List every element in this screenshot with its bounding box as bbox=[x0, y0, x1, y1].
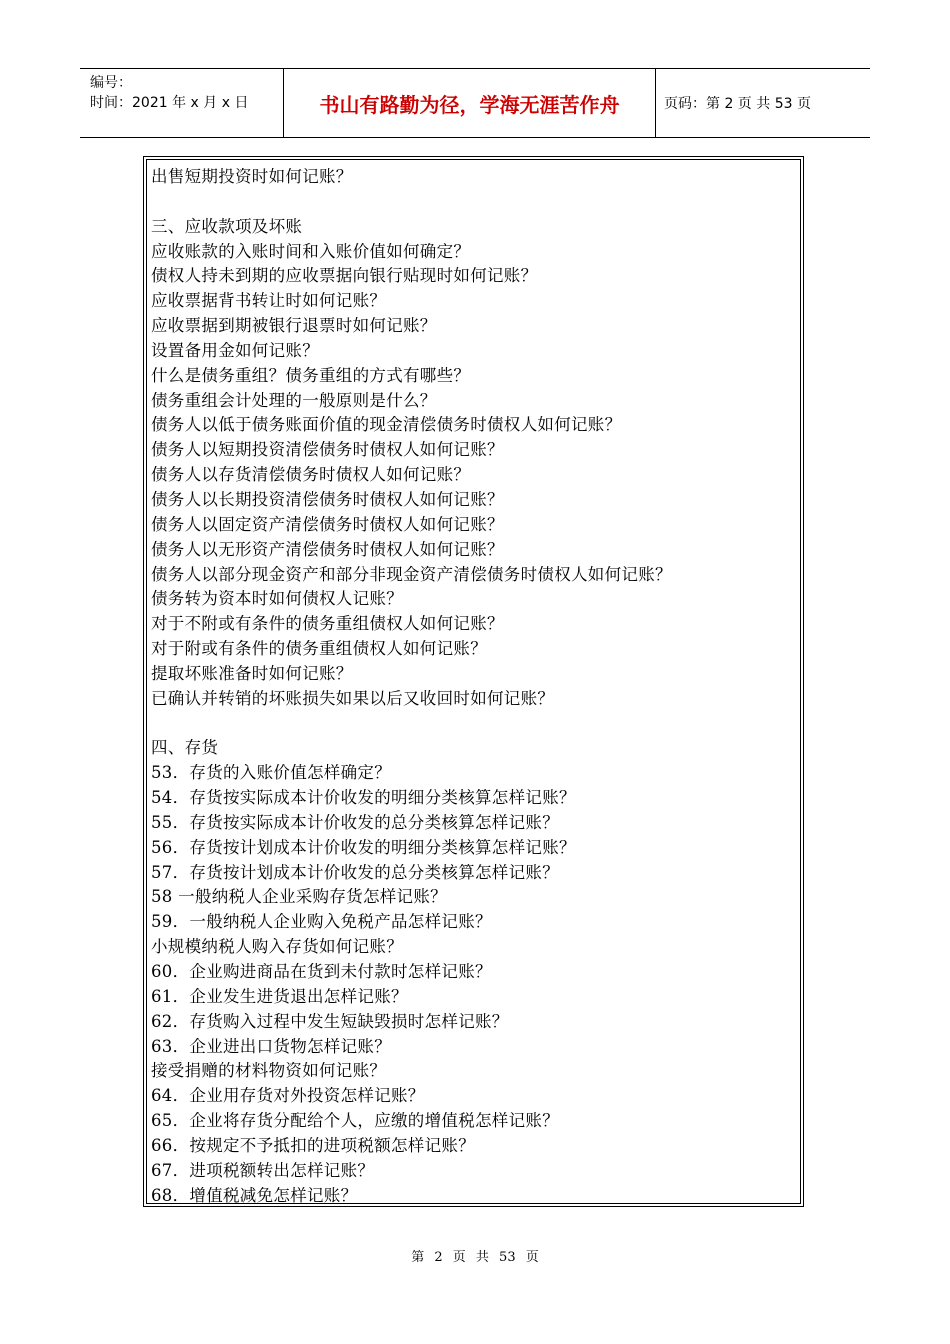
question-line: 54．存货按实际成本计价收发的明细分类核算怎样记账？ bbox=[151, 788, 576, 808]
question-line: 三、应收款项及坏账 bbox=[151, 216, 303, 236]
question-line: 对于附或有条件的债务重组债权人如何记账？ bbox=[151, 639, 487, 659]
question-line: 60．企业购进商品在货到未付款时怎样记账？ bbox=[151, 962, 492, 981]
question-line: 已确认并转销的坏账损失如果以后又收回时如何记账？ bbox=[151, 688, 555, 708]
question-line: 67．进项税额转出怎样记账？ bbox=[151, 1160, 375, 1180]
question-line: 58 一般纳税人企业采购存货怎样记账？ bbox=[151, 887, 447, 907]
question-line: 应收票据到期被银行退票时如何记账？ bbox=[151, 316, 437, 336]
question-line: 59．一般纳税人企业购入免税产品怎样记账？ bbox=[151, 912, 492, 932]
question-line: 债务人以低于债务账面价值的现金清偿债务时债权人如何记账？ bbox=[151, 415, 622, 435]
header-meta bbox=[80, 69, 283, 137]
question-line: 债务重组会计处理的一般原则是什么？ bbox=[151, 390, 437, 410]
question-line: 61．企业发生进货退出怎样记账？ bbox=[151, 986, 408, 1006]
header-page-number: 页码：第 2 页 共 53 页 bbox=[664, 96, 811, 112]
question-line: 62．存货购入过程中发生短缺毁损时怎样记账？ bbox=[151, 1011, 509, 1031]
blank-line bbox=[151, 190, 798, 215]
question-line: 57．存货按计划成本计价收发的总分类核算怎样记账？ bbox=[151, 862, 559, 882]
question-list bbox=[151, 165, 798, 1208]
question-line: 债务人以长期投资清偿债务时债权人如何记账？ bbox=[151, 489, 504, 509]
question-line: 66．按规定不予抵扣的进项税额怎样记账？ bbox=[151, 1135, 475, 1155]
question-line: 什么是债务重组？债务重组的方式有哪些？ bbox=[151, 365, 471, 385]
question-line: 债务人以存货清偿债务时债权人如何记账？ bbox=[151, 465, 471, 485]
question-line: 小规模纳税人购入存货如何记账？ bbox=[151, 937, 403, 957]
page-footer: 第 2 页 共 53 页 bbox=[411, 1250, 539, 1265]
blank-line bbox=[151, 712, 798, 737]
content-frame-inner bbox=[146, 159, 801, 1204]
question-line: 65．企业将存货分配给个人，应缴的增值税怎样记账？ bbox=[151, 1111, 559, 1131]
question-line: 68．增值税减免怎样记账？ bbox=[151, 1185, 358, 1205]
question-line: 应收账款的入账时间和入账价值如何确定？ bbox=[151, 241, 471, 261]
question-line: 接受捐赠的材料物资如何记账？ bbox=[151, 1061, 387, 1081]
question-line: 设置备用金如何记账？ bbox=[151, 340, 319, 360]
question-line: 64．企业用存货对外投资怎样记账？ bbox=[151, 1086, 425, 1106]
question-line: 债务人以短期投资清偿债务时债权人如何记账？ bbox=[151, 440, 504, 460]
document-number-label: 编号： bbox=[90, 75, 132, 91]
page-header bbox=[80, 68, 870, 138]
question-line: 53．存货的入账价值怎样确定？ bbox=[151, 763, 391, 783]
question-line: 债务人以固定资产清偿债务时债权人如何记账？ bbox=[151, 514, 504, 534]
question-line: 63．企业进出口货物怎样记账？ bbox=[151, 1036, 391, 1056]
question-line: 提取坏账准备时如何记账？ bbox=[151, 663, 353, 683]
document-date-label: 时间：2021 年 x 月 x 日 bbox=[90, 95, 249, 111]
question-line: 55．存货按实际成本计价收发的总分类核算怎样记账？ bbox=[151, 812, 559, 832]
question-line: 债务转为资本时如何债权人记账？ bbox=[151, 589, 403, 609]
question-line: 应收票据背书转让时如何记账？ bbox=[151, 291, 387, 311]
question-line: 出售短期投资时如何记账？ bbox=[151, 167, 353, 186]
question-line: 四、存货 bbox=[151, 738, 219, 758]
question-line: 对于不附或有条件的债务重组债权人如何记账？ bbox=[151, 614, 504, 634]
question-line: 56．存货按计划成本计价收发的明细分类核算怎样记账？ bbox=[151, 837, 576, 857]
question-line: 债权人持未到期的应收票据向银行贴现时如何记账？ bbox=[151, 266, 538, 286]
question-line: 债务人以部分现金资产和部分非现金资产清偿债务时债权人如何记账？ bbox=[151, 564, 672, 584]
header-motto: 书山有路勤为径，学海无涯苦作舟 bbox=[283, 69, 656, 137]
question-line: 债务人以无形资产清偿债务时债权人如何记账？ bbox=[151, 539, 504, 559]
content-frame bbox=[143, 156, 804, 1207]
